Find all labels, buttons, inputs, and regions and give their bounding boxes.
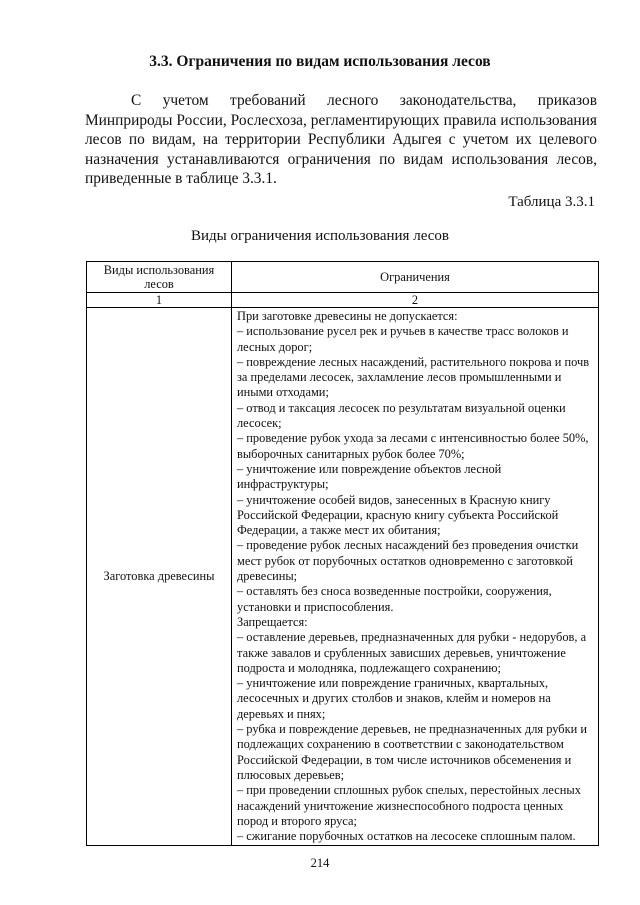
col1-number: 1: [87, 293, 232, 308]
restriction-line: Запрещается:: [237, 614, 308, 629]
usage-type-cell: Заготовка древесины: [87, 308, 232, 846]
restriction-line: подлежащих сохранению в соответствии с законодательством: [237, 737, 564, 752]
restriction-line: лесосечных и других столбов и знаков, клейм и номеров на: [237, 691, 551, 706]
restriction-line: – уничтожение особей видов, занесенных в Красную книгу: [237, 492, 551, 507]
table-number: Таблица 3.3.1: [508, 194, 595, 210]
restriction-line: Российской Федерации, красную книгу субъекта Российской: [237, 507, 559, 522]
intro-paragraph: [85, 91, 597, 189]
restriction-line: установки и приспособления.: [237, 599, 394, 614]
restriction-line: – рубка и повреждение деревьев, не предназначенных для рубки и: [237, 722, 587, 737]
restriction-line: плюсовых деревьев;: [237, 767, 345, 782]
restriction-line: – отвод и таксация лесосек по результатам визуальной оценки: [237, 400, 566, 415]
restrictions-table: [86, 261, 599, 846]
col1-header: Виды использования лесов: [87, 262, 232, 293]
col2-header: Ограничения: [232, 262, 599, 293]
restriction-line: деревьях и пнях;: [237, 706, 326, 721]
table-caption: Виды ограничения использования лесов: [191, 228, 449, 244]
restriction-line: насаждений уничтожение жизнеспособного подроста ценных: [237, 798, 564, 813]
restriction-line: также завалов и срубленных зависших деревьев, уничтожение: [237, 645, 566, 660]
restriction-line: инфраструктуры;: [237, 477, 329, 492]
restriction-line: Федерации, а также мест их обитания;: [237, 523, 441, 538]
column-number-row: [87, 293, 599, 308]
restriction-line: подроста и молодняка, подлежащего сохранению;: [237, 660, 501, 675]
restriction-line: – уничтожение или повреждение объектов лесной: [237, 461, 502, 476]
restriction-line: При заготовке древесины не допускается:: [237, 309, 458, 323]
restriction-line: – при проведении сплошных рубок спелых, перестойных лесных: [237, 783, 581, 798]
page-number: 214: [310, 856, 330, 870]
restriction-line: лесных дорог;: [237, 339, 313, 354]
restriction-line: Российской Федерации, в том числе источников обсеменения и: [237, 752, 572, 767]
restriction-line: иными отходами;: [237, 385, 329, 400]
restriction-line: – использование русел рек и ручьев в качестве трасс волоков и: [237, 324, 569, 339]
restriction-line: за пределами лесосек, захламление лесов промышленными и: [237, 370, 562, 385]
restrictions-cell: [232, 308, 599, 846]
restriction-line: – оставлять без сноса возведенные постройки, сооружения,: [237, 584, 552, 599]
restriction-line: лесосек;: [237, 416, 282, 431]
restriction-line: мест рубок от порубочных остатков одновременно с заготовкой: [237, 553, 573, 568]
restriction-line: выборочных санитарных рубок более 70%;: [237, 446, 465, 461]
col2-number: 2: [232, 293, 599, 308]
restriction-line: пород и второго яруса;: [237, 813, 357, 828]
intro-text: С учетом требований лесного законодательства, приказов Минприроды России, Рослесхоза, регламентирующих правила использования лесов по видам, на территории Республики Адыгея с учетом их целевого назначения устанавливаются ограничения по видам использования лесов, приведенные в таблице 3.3.1.: [85, 92, 597, 187]
restriction-line: – проведение рубок лесных насаждений без проведения очистки: [237, 538, 579, 553]
restriction-line: – оставление деревьев, предназначенных для рубки - недорубов, а: [237, 630, 587, 645]
table-row: [87, 308, 599, 846]
restriction-line: – проведение рубок ухода за лесами с интенсивностью более 50%,: [237, 431, 589, 446]
restriction-line: древесины;: [237, 569, 298, 584]
restriction-line: – уничтожение или повреждение граничных, квартальных,: [237, 676, 549, 691]
section-heading: 3.3. Ограничения по видам использования лесов: [149, 53, 491, 70]
restriction-line: – повреждение лесных насаждений, растительного покрова и почв: [237, 354, 590, 369]
table-header-row: [87, 262, 599, 293]
restriction-line: – сжигание порубочных остатков на лесосеке сплошным палом.: [237, 829, 576, 844]
